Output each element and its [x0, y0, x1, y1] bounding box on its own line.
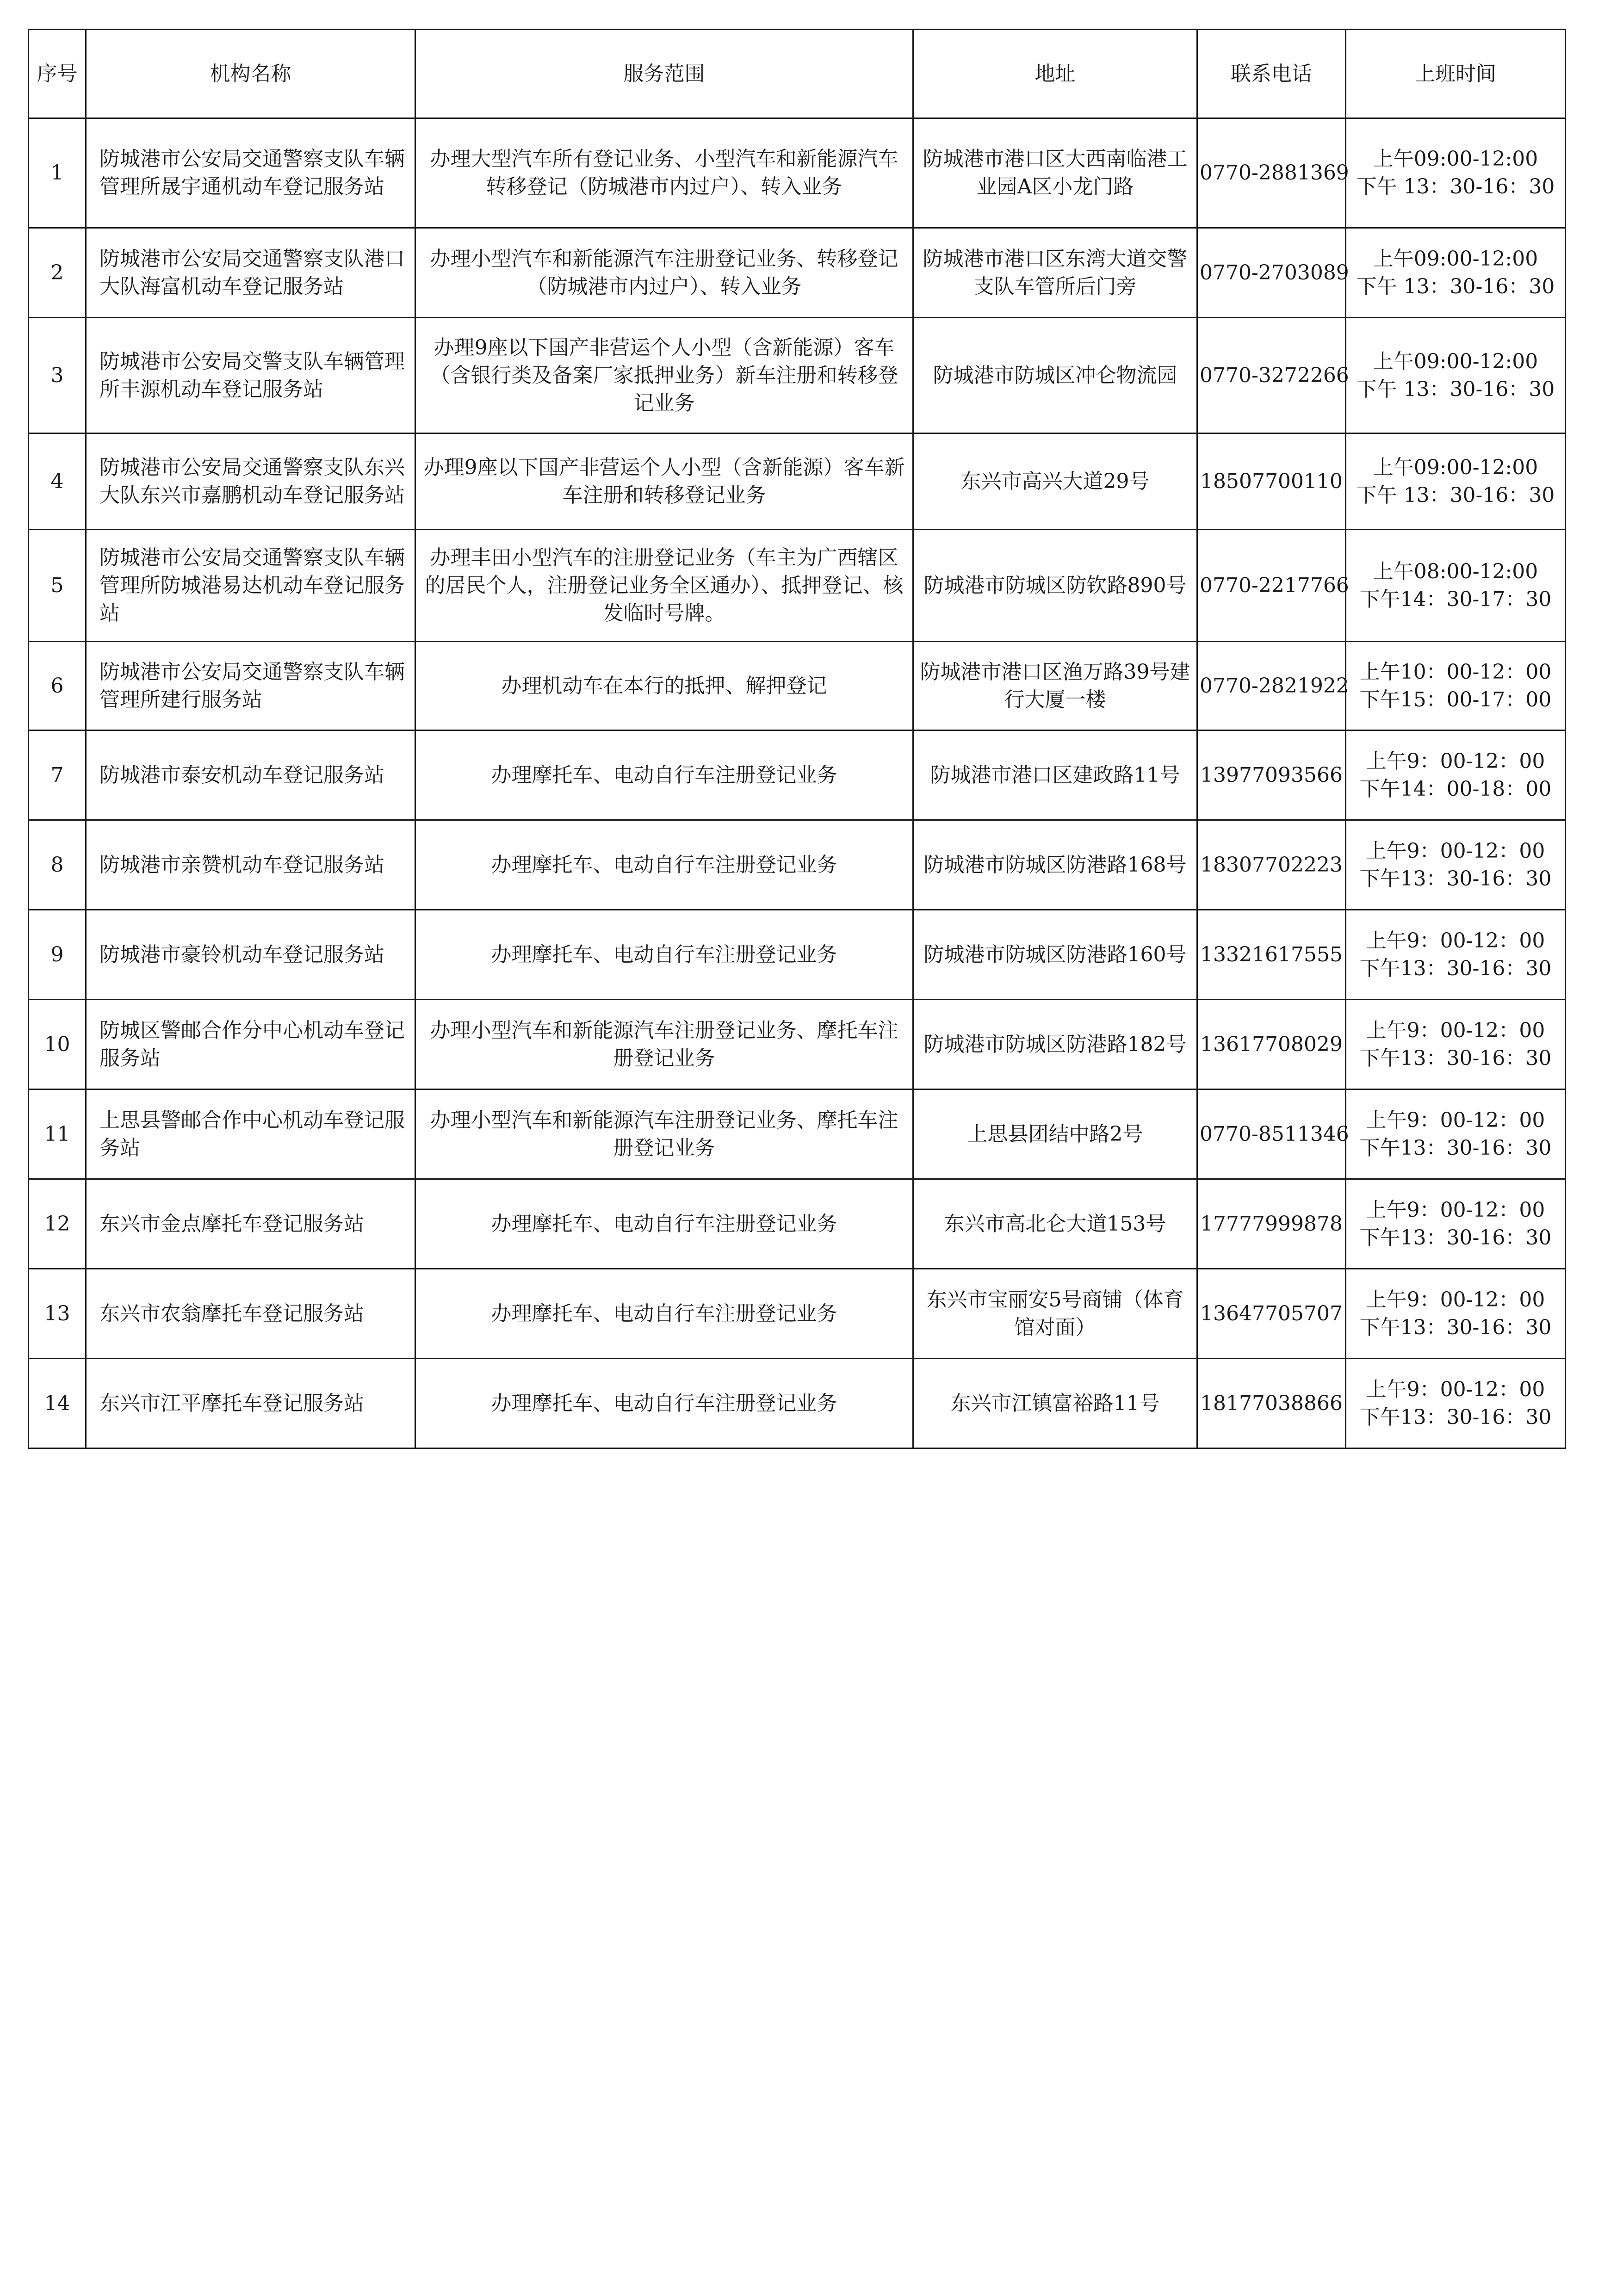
cell-phone: 0770-2703089 — [1197, 228, 1346, 318]
cell-scope: 办理摩托车、电动自行车注册登记业务 — [415, 1269, 913, 1359]
table-row — [29, 318, 1566, 433]
hours-am: 上午9：00-12：00 — [1366, 839, 1545, 863]
hours-pm: 下午 13：30-16：30 — [1356, 175, 1555, 198]
cell-address: 防城港市防城区防港路160号 — [913, 910, 1197, 1000]
cell-index: 5 — [29, 530, 86, 642]
table-row — [29, 118, 1566, 228]
cell-name: 防城港市豪铃机动车登记服务站 — [86, 910, 415, 1000]
cell-address: 东兴市宝丽安5号商铺（体育馆对面） — [913, 1269, 1197, 1359]
registration-stations-table — [28, 29, 1566, 1449]
cell-phone: 0770-2881369 — [1197, 118, 1346, 228]
table-row — [29, 910, 1566, 1000]
cell-address: 防城港市防城区防港路182号 — [913, 1000, 1197, 1089]
cell-index: 2 — [29, 228, 86, 318]
hours-am: 上午9：00-12：00 — [1366, 1377, 1545, 1401]
cell-scope: 办理9座以下国产非营运个人小型（含新能源）客车（含银行类及备案厂家抵押业务）新车注册和转移登记业务 — [415, 318, 913, 433]
table-row — [29, 1359, 1566, 1448]
cell-index: 6 — [29, 642, 86, 730]
cell-index: 7 — [29, 730, 86, 820]
cell-phone: 18177038866 — [1197, 1359, 1346, 1448]
hours-am: 上午09:00-12:00 — [1373, 349, 1538, 373]
table-row — [29, 433, 1566, 530]
header-phone: 联系电话 — [1197, 30, 1346, 118]
cell-phone: 0770-2821922 — [1197, 642, 1346, 730]
hours-am: 上午9：00-12：00 — [1366, 1198, 1545, 1222]
cell-hours — [1346, 820, 1566, 910]
table-row — [29, 228, 1566, 318]
cell-phone: 17777999878 — [1197, 1179, 1346, 1269]
cell-hours — [1346, 1000, 1566, 1089]
header-hours: 上班时间 — [1346, 30, 1566, 118]
cell-hours — [1346, 1359, 1566, 1448]
cell-phone: 0770-3272266 — [1197, 318, 1346, 433]
cell-scope: 办理摩托车、电动自行车注册登记业务 — [415, 1179, 913, 1269]
cell-address: 上思县团结中路2号 — [913, 1089, 1197, 1179]
cell-scope: 办理摩托车、电动自行车注册登记业务 — [415, 1359, 913, 1448]
cell-name: 防城港市公安局交警支队车辆管理所丰源机动车登记服务站 — [86, 318, 415, 433]
cell-scope: 办理小型汽车和新能源汽车注册登记业务、摩托车注册登记业务 — [415, 1000, 913, 1089]
cell-hours — [1346, 118, 1566, 228]
cell-index: 8 — [29, 820, 86, 910]
hours-pm: 下午13：30-16：30 — [1359, 956, 1552, 980]
cell-address: 防城港市港口区大西南临港工业园A区小龙门路 — [913, 118, 1197, 228]
cell-hours — [1346, 530, 1566, 642]
hours-am: 上午08:00-12:00 — [1373, 559, 1538, 583]
hours-am: 上午9：00-12：00 — [1366, 928, 1545, 953]
table-row — [29, 642, 1566, 730]
cell-name: 东兴市江平摩托车登记服务站 — [86, 1359, 415, 1448]
cell-name: 防城港市亲赞机动车登记服务站 — [86, 820, 415, 910]
cell-hours — [1346, 642, 1566, 730]
cell-address: 东兴市高兴大道29号 — [913, 433, 1197, 530]
cell-index: 12 — [29, 1179, 86, 1269]
cell-phone: 13977093566 — [1197, 730, 1346, 820]
cell-scope: 办理丰田小型汽车的注册登记业务（车主为广西辖区的居民个人，注册登记业务全区通办）、抵押登记、核发临时号牌。 — [415, 530, 913, 642]
cell-hours — [1346, 730, 1566, 820]
cell-name: 东兴市农翁摩托车登记服务站 — [86, 1269, 415, 1359]
hours-pm: 下午 13：30-16：30 — [1356, 483, 1555, 507]
hours-am: 上午9：00-12：00 — [1366, 1287, 1545, 1312]
table-row — [29, 530, 1566, 642]
cell-index: 10 — [29, 1000, 86, 1089]
cell-name: 上思县警邮合作中心机动车登记服务站 — [86, 1089, 415, 1179]
hours-am: 上午9：00-12：00 — [1366, 1018, 1545, 1042]
registration-stations-table-container — [28, 29, 1565, 1449]
table-row — [29, 1000, 1566, 1089]
cell-hours — [1346, 433, 1566, 530]
cell-address: 东兴市江镇富裕路11号 — [913, 1359, 1197, 1448]
hours-pm: 下午 13：30-16：30 — [1356, 377, 1555, 401]
cell-phone: 13617708029 — [1197, 1000, 1346, 1089]
cell-scope: 办理摩托车、电动自行车注册登记业务 — [415, 730, 913, 820]
cell-phone: 0770-2217766 — [1197, 530, 1346, 642]
hours-pm: 下午13：30-16：30 — [1359, 1136, 1552, 1160]
cell-hours — [1346, 1179, 1566, 1269]
cell-scope: 办理小型汽车和新能源汽车注册登记业务、转移登记（防城港市内过户）、转入业务 — [415, 228, 913, 318]
cell-phone: 13647705707 — [1197, 1269, 1346, 1359]
cell-phone: 18507700110 — [1197, 433, 1346, 530]
hours-am: 上午9：00-12：00 — [1366, 749, 1545, 773]
cell-hours — [1346, 1089, 1566, 1179]
cell-name: 防城港市公安局交通警察支队车辆管理所防城港易达机动车登记服务站 — [86, 530, 415, 642]
hours-pm: 下午13：30-16：30 — [1359, 1405, 1552, 1429]
cell-name: 防城港市泰安机动车登记服务站 — [86, 730, 415, 820]
hours-pm: 下午15：00-17：00 — [1359, 687, 1552, 712]
hours-pm: 下午13：30-16：30 — [1359, 1046, 1552, 1070]
cell-hours — [1346, 910, 1566, 1000]
hours-pm: 下午13：30-16：30 — [1359, 1225, 1552, 1250]
table-row — [29, 1269, 1566, 1359]
table-row — [29, 1089, 1566, 1179]
cell-scope: 办理机动车在本行的抵押、解押登记 — [415, 642, 913, 730]
table-header — [29, 30, 1566, 118]
cell-scope: 办理摩托车、电动自行车注册登记业务 — [415, 820, 913, 910]
cell-index: 9 — [29, 910, 86, 1000]
hours-pm: 下午14：00-18：00 — [1359, 777, 1552, 801]
cell-phone: 13321617555 — [1197, 910, 1346, 1000]
cell-name: 防城港市公安局交通警察支队车辆管理所晟宇通机动车登记服务站 — [86, 118, 415, 228]
cell-index: 13 — [29, 1269, 86, 1359]
cell-index: 1 — [29, 118, 86, 228]
cell-name: 防城港市公安局交通警察支队港口大队海富机动车登记服务站 — [86, 228, 415, 318]
cell-name: 防城区警邮合作分中心机动车登记服务站 — [86, 1000, 415, 1089]
cell-scope: 办理大型汽车所有登记业务、小型汽车和新能源汽车转移登记（防城港市内过户）、转入业务 — [415, 118, 913, 228]
hours-am: 上午9：00-12：00 — [1366, 1108, 1545, 1132]
header-address: 地址 — [913, 30, 1197, 118]
cell-address: 防城港市防城区防港路168号 — [913, 820, 1197, 910]
hours-pm: 下午13：30-16：30 — [1359, 866, 1552, 891]
cell-index: 4 — [29, 433, 86, 530]
header-scope: 服务范围 — [415, 30, 913, 118]
cell-hours — [1346, 228, 1566, 318]
hours-pm: 下午14：30-17：30 — [1359, 587, 1552, 611]
table-row — [29, 730, 1566, 820]
cell-name: 防城港市公安局交通警察支队东兴大队东兴市嘉鹏机动车登记服务站 — [86, 433, 415, 530]
cell-scope: 办理9座以下国产非营运个人小型（含新能源）客车新车注册和转移登记业务 — [415, 433, 913, 530]
header-name: 机构名称 — [86, 30, 415, 118]
header-index: 序号 — [29, 30, 86, 118]
table-row — [29, 820, 1566, 910]
hours-am: 上午10：00-12：00 — [1359, 660, 1552, 684]
cell-index: 3 — [29, 318, 86, 433]
cell-address: 防城港市港口区建政路11号 — [913, 730, 1197, 820]
header-row — [29, 30, 1566, 118]
cell-index: 14 — [29, 1359, 86, 1448]
cell-address: 东兴市高北仑大道153号 — [913, 1179, 1197, 1269]
hours-am: 上午09:00-12:00 — [1373, 247, 1538, 271]
cell-name: 防城港市公安局交通警察支队车辆管理所建行服务站 — [86, 642, 415, 730]
cell-scope: 办理小型汽车和新能源汽车注册登记业务、摩托车注册登记业务 — [415, 1089, 913, 1179]
table-row — [29, 1179, 1566, 1269]
cell-address: 防城港市港口区东湾大道交警支队车管所后门旁 — [913, 228, 1197, 318]
hours-pm: 下午 13：30-16：30 — [1356, 274, 1555, 298]
cell-index: 11 — [29, 1089, 86, 1179]
cell-scope: 办理摩托车、电动自行车注册登记业务 — [415, 910, 913, 1000]
hours-am: 上午09:00-12:00 — [1373, 455, 1538, 479]
hours-am: 上午09:00-12:00 — [1373, 147, 1538, 171]
cell-phone: 18307702223 — [1197, 820, 1346, 910]
table-body — [29, 118, 1566, 1448]
cell-phone: 0770-8511346 — [1197, 1089, 1346, 1179]
cell-hours — [1346, 318, 1566, 433]
cell-address: 防城港市港口区渔万路39号建行大厦一楼 — [913, 642, 1197, 730]
cell-hours — [1346, 1269, 1566, 1359]
cell-name: 东兴市金点摩托车登记服务站 — [86, 1179, 415, 1269]
cell-address: 防城港市防城区防钦路890号 — [913, 530, 1197, 642]
hours-pm: 下午13：30-16：30 — [1359, 1315, 1552, 1339]
cell-address: 防城港市防城区冲仑物流园 — [913, 318, 1197, 433]
